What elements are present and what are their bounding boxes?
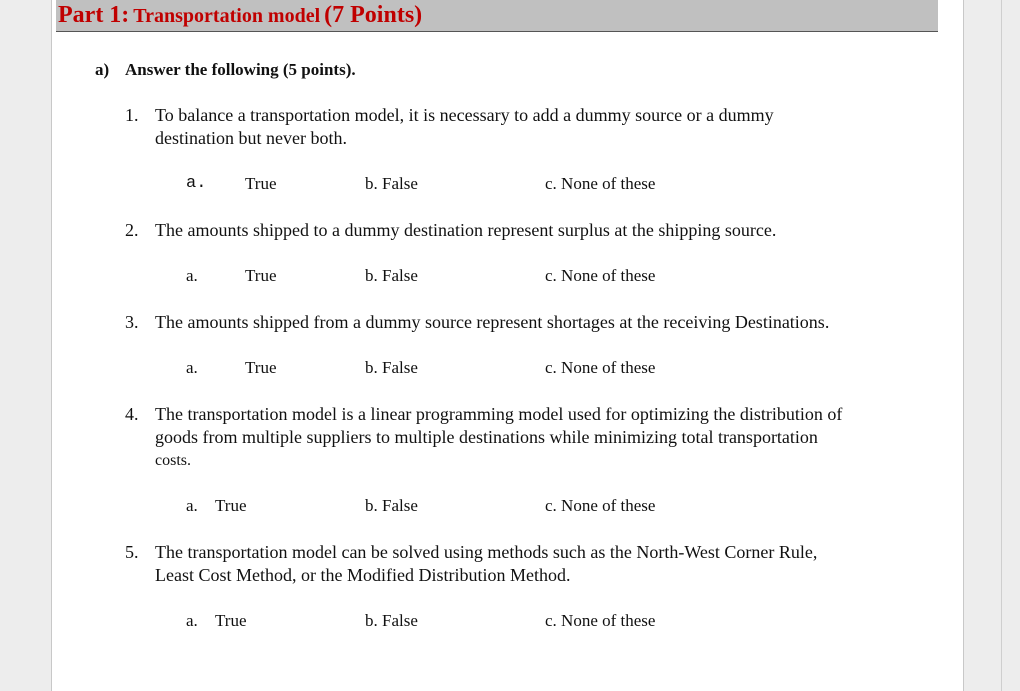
question-text <box>155 219 925 242</box>
option-a-true[interactable]: True <box>245 266 277 285</box>
section-letter: a) <box>95 60 110 79</box>
option-b-false[interactable]: b. False <box>365 611 418 630</box>
question-number: 1. <box>125 105 139 125</box>
question-line: The transportation model is a linear programming model used for optimizing the distribution of <box>155 404 843 424</box>
part-title-points: (7 Points) <box>324 2 423 28</box>
option-c-none[interactable]: c. None of these <box>545 611 656 630</box>
option-c-none[interactable]: c. None of these <box>545 496 656 515</box>
option-a-true[interactable]: True <box>245 358 277 377</box>
document-page <box>51 0 964 691</box>
option-a-letter: a. <box>186 611 198 630</box>
question-number: 2. <box>125 220 139 240</box>
question-number: 3. <box>125 312 139 332</box>
part-title <box>58 2 422 29</box>
question-line: costs. <box>155 452 191 469</box>
option-b-false[interactable]: b. False <box>365 358 418 377</box>
option-b-false[interactable]: b. False <box>365 174 418 193</box>
option-b-false[interactable]: b. False <box>365 496 418 515</box>
question-text <box>155 311 925 334</box>
question-number: 4. <box>125 404 139 424</box>
option-a-true[interactable]: True <box>245 174 277 193</box>
question-line: Least Cost Method, or the Modified Distribution Method. <box>155 565 571 585</box>
section-label-text: Answer the following (5 points). <box>125 60 356 79</box>
question-line: goods from multiple suppliers to multiple destinations while minimizing total transportation <box>155 427 818 447</box>
option-a-letter: a. <box>186 266 198 285</box>
question-line: To balance a transportation model, it is necessary to add a dummy source or a dummy <box>155 105 774 125</box>
option-c-none[interactable]: c. None of these <box>545 174 656 193</box>
option-a-letter: a. <box>186 358 198 377</box>
option-a-true[interactable]: True <box>215 611 247 630</box>
option-c-none[interactable]: c. None of these <box>545 358 656 377</box>
option-b-false[interactable]: b. False <box>365 266 418 285</box>
question-text <box>155 104 925 150</box>
section-heading <box>95 60 356 80</box>
option-a-letter: a. <box>186 496 198 515</box>
right-margin-line <box>1001 0 1002 691</box>
question-line: The amounts shipped from a dummy source represent shortages at the receiving Destinations. <box>155 312 830 332</box>
part-header-bar <box>56 0 938 32</box>
question-number: 5. <box>125 542 139 562</box>
part-title-topic: Transportation model <box>133 5 321 27</box>
option-c-none[interactable]: c. None of these <box>545 266 656 285</box>
part-title-prefix: Part 1: <box>58 2 130 28</box>
question-line: destination but never both. <box>155 128 347 148</box>
option-a-true[interactable]: True <box>215 496 247 515</box>
question-text <box>155 403 925 472</box>
question-line: The transportation model can be solved using methods such as the North-West Corner Rule, <box>155 542 818 562</box>
option-a-letter: a. <box>186 174 207 193</box>
question-line: The amounts shipped to a dummy destination represent surplus at the shipping source. <box>155 220 777 240</box>
question-text <box>155 541 925 587</box>
